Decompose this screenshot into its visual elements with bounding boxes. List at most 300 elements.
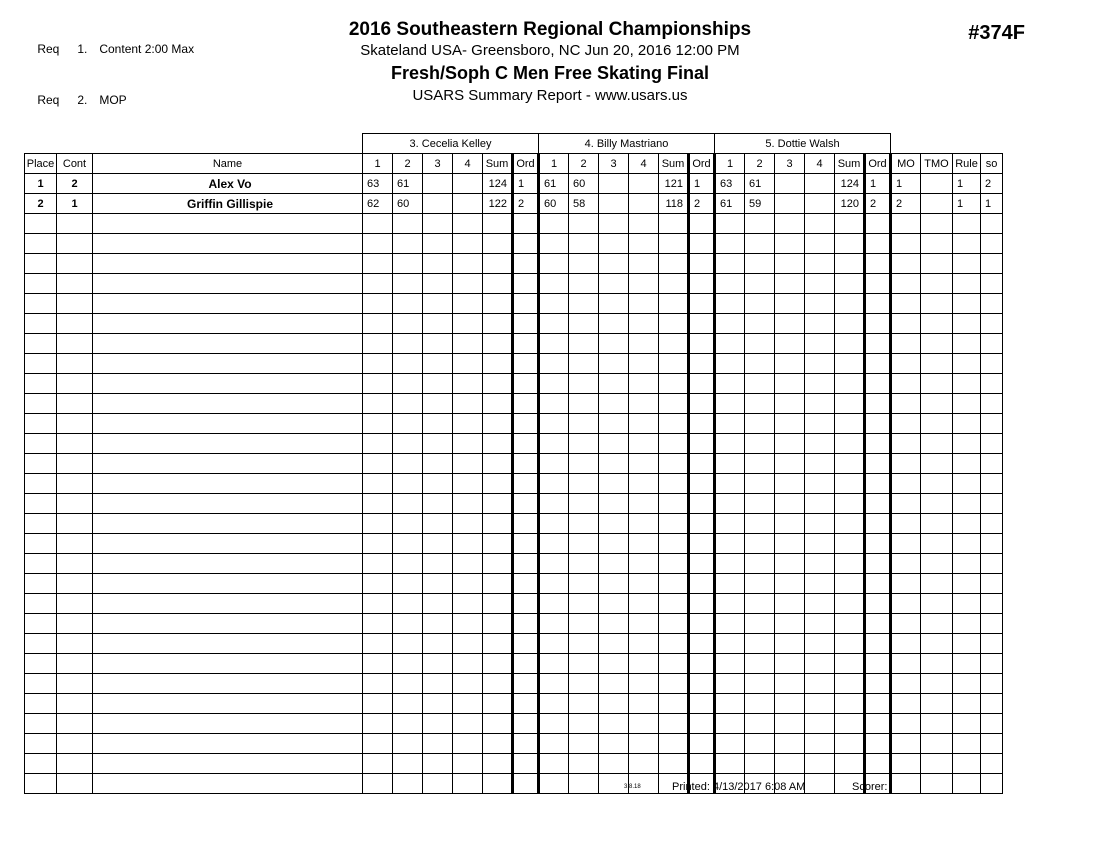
cell-empty [953,254,981,274]
cell-empty [805,594,835,614]
cell-empty [93,614,363,634]
cell-j2-mark-3 [599,194,629,214]
spacer-cell [57,134,93,154]
cell-empty [715,594,745,614]
cell-empty [629,334,659,354]
cell-empty [689,574,715,594]
cell-empty [805,614,835,634]
cell-j3-mark-3 [775,194,805,214]
cell-empty [513,374,539,394]
header-j3-mark-1: 1 [715,154,745,174]
cell-empty [539,474,569,494]
scorer-label: Scorer: [852,781,888,793]
cell-empty [629,214,659,234]
cell-empty [423,294,453,314]
cell-empty [629,514,659,534]
cell-empty [891,714,921,734]
cell-j3-ord: 2 [865,194,891,214]
cell-empty [57,214,93,234]
header-j2-ord: Ord [689,154,715,174]
cell-empty [921,754,953,774]
cell-empty [25,494,57,514]
cell-empty [569,354,599,374]
cell-empty [865,314,891,334]
cell-empty [25,474,57,494]
cell-empty [483,354,513,374]
cell-empty [57,274,93,294]
report-header [0,18,1100,107]
cell-empty [363,354,393,374]
cell-empty [745,634,775,654]
cell-empty [25,714,57,734]
cell-empty [599,594,629,614]
cell-empty [865,294,891,314]
table-row-empty [25,234,1003,254]
cell-empty [513,534,539,554]
cell-empty [393,274,423,294]
cell-empty [891,574,921,594]
table-row-empty [25,454,1003,474]
cell-empty [513,334,539,354]
cell-empty [775,474,805,494]
cell-empty [921,314,953,334]
header-j2-mark-1: 1 [539,154,569,174]
cell-empty [921,434,953,454]
cell-empty [25,594,57,614]
cell-empty [423,254,453,274]
cell-empty [865,434,891,454]
cell-empty [981,554,1003,574]
cell-empty [599,574,629,594]
cell-empty [953,434,981,454]
cell-empty [921,294,953,314]
cell-empty [835,454,865,474]
cell-empty [745,374,775,394]
cell-empty [745,294,775,314]
cell-empty [835,234,865,254]
table-row [25,194,1003,214]
cell-j1-mark-3 [423,194,453,214]
cell-empty [715,634,745,654]
cell-empty [891,314,921,334]
cell-empty [539,694,569,714]
cell-empty [865,354,891,374]
cell-empty [865,754,891,774]
cell-empty [981,774,1003,794]
cell-empty [363,734,393,754]
cell-empty [921,234,953,254]
cell-empty [423,474,453,494]
cell-empty [745,534,775,554]
cell-empty [865,214,891,234]
header-mo: MO [891,154,921,174]
cell-empty [453,754,483,774]
cell-empty [57,534,93,554]
cell-j2-mark-4 [629,174,659,194]
table-row-empty [25,254,1003,274]
cell-empty [25,734,57,754]
cell-empty [569,214,599,234]
cell-empty [393,534,423,554]
cell-empty [599,434,629,454]
cell-empty [953,314,981,334]
cell-empty [891,254,921,274]
cell-empty [891,454,921,474]
cell-empty [423,534,453,554]
cell-empty [453,674,483,694]
cell-empty [953,674,981,694]
cell-empty [25,514,57,534]
cell-empty [93,774,363,794]
header-j2-mark-4: 4 [629,154,659,174]
cell-j1-mark-2: 60 [393,194,423,214]
cell-empty [57,594,93,614]
cell-empty [453,514,483,534]
header-j2-mark-2: 2 [569,154,599,174]
cell-empty [393,714,423,734]
cell-empty [539,334,569,354]
cell-empty [483,314,513,334]
cell-empty [483,714,513,734]
cell-empty [745,514,775,534]
cell-empty [921,494,953,514]
cell-empty [921,594,953,614]
requirement-text: Content 2:00 Max [99,42,195,56]
cell-empty [629,494,659,514]
table-row-empty [25,674,1003,694]
cell-empty [629,314,659,334]
cell-empty [981,214,1003,234]
table-row-empty [25,214,1003,234]
cell-empty [745,394,775,414]
cell-empty [835,474,865,494]
table-row-empty [25,434,1003,454]
cell-empty [745,554,775,574]
cell-empty [363,494,393,514]
cell-empty [599,694,629,714]
cell-empty [423,734,453,754]
table-row-empty [25,474,1003,494]
cell-empty [835,634,865,654]
cell-empty [715,354,745,374]
header-j1-mark-3: 3 [423,154,453,174]
cell-empty [393,654,423,674]
cell-empty [57,654,93,674]
cell-empty [483,334,513,354]
cell-empty [659,614,689,634]
cell-j1-sum: 122 [483,194,513,214]
table-row-empty [25,334,1003,354]
cell-empty [599,514,629,534]
cell-empty [891,234,921,254]
cell-empty [423,554,453,574]
cell-empty [599,274,629,294]
header-j3-mark-2: 2 [745,154,775,174]
cell-empty [423,274,453,294]
cell-empty [629,454,659,474]
cell-empty [805,534,835,554]
cell-empty [953,574,981,594]
cell-empty [715,454,745,474]
cell-empty [93,734,363,754]
cell-empty [805,394,835,414]
cell-empty [689,254,715,274]
cell-empty [775,734,805,754]
cell-empty [891,734,921,754]
cell-empty [423,494,453,514]
cell-empty [539,314,569,334]
cell-j2-mark-2: 58 [569,194,599,214]
cell-empty [689,394,715,414]
cell-empty [25,774,57,794]
cell-empty [629,274,659,294]
cell-empty [629,414,659,434]
cell-empty [539,614,569,634]
cell-empty [865,474,891,494]
cell-empty [483,394,513,414]
cell-empty [539,714,569,734]
cell-empty [921,734,953,754]
table-row [25,174,1003,194]
cell-empty [629,674,659,694]
cell-empty [423,694,453,714]
header-name: Name [93,154,363,174]
cell-empty [629,574,659,594]
report-subtitle: USARS Summary Report - www.usars.us [412,87,688,104]
cell-empty [891,374,921,394]
cell-empty [953,654,981,674]
cell-empty [745,614,775,634]
cell-empty [57,434,93,454]
cell-empty [891,214,921,234]
cell-empty [629,374,659,394]
cell-empty [715,254,745,274]
table-row-empty [25,754,1003,774]
cell-empty [689,454,715,474]
cell-empty [483,474,513,494]
cell-empty [483,274,513,294]
header-j1-mark-2: 2 [393,154,423,174]
cell-empty [715,534,745,554]
cell-empty [599,554,629,574]
cell-empty [453,454,483,474]
cell-empty [57,574,93,594]
cell-empty [865,574,891,594]
cell-j2-mark-4 [629,194,659,214]
cell-empty [363,534,393,554]
cell-empty [57,754,93,774]
cell-empty [483,554,513,574]
cell-empty [981,714,1003,734]
cell-empty [453,214,483,234]
cell-empty [805,254,835,274]
cell-empty [659,434,689,454]
table-row-empty [25,274,1003,294]
cell-empty [715,314,745,334]
cell-empty [835,714,865,734]
cell-empty [25,214,57,234]
cell-empty [629,594,659,614]
cell-empty [865,614,891,634]
cell-j1-mark-1: 62 [363,194,393,214]
cell-empty [539,494,569,514]
cell-empty [513,774,539,794]
cell-empty [835,314,865,334]
cell-empty [689,734,715,754]
cell-empty [93,514,363,534]
cell-empty [423,334,453,354]
header-j3-sum: Sum [835,154,865,174]
cell-empty [539,734,569,754]
cell-empty [629,714,659,734]
cell-empty [393,774,423,794]
cell-empty [453,534,483,554]
cell-empty [865,594,891,614]
cell-j2-mark-3 [599,174,629,194]
cell-empty [483,254,513,274]
cell-empty [569,554,599,574]
cell-empty [513,274,539,294]
cell-empty [363,414,393,434]
cell-empty [57,334,93,354]
cell-empty [629,254,659,274]
cell-j2-ord: 1 [689,174,715,194]
cell-empty [981,434,1003,454]
cell-empty [453,314,483,334]
cell-empty [891,354,921,374]
cell-empty [513,354,539,374]
cell-empty [865,394,891,414]
cell-empty [659,554,689,574]
cell-empty [689,494,715,514]
cell-empty [539,254,569,274]
cell-empty [835,594,865,614]
cell-empty [689,414,715,434]
cell-empty [599,334,629,354]
cell-empty [805,774,835,794]
cell-place: 1 [25,174,57,194]
cell-empty [599,414,629,434]
cell-empty [689,314,715,334]
header-j1-ord: Ord [513,154,539,174]
cell-empty [891,594,921,614]
cell-empty [981,314,1003,334]
cell-empty [483,534,513,554]
cell-empty [453,394,483,414]
cell-empty [393,454,423,474]
cell-empty [659,694,689,714]
cell-empty [393,734,423,754]
cell-empty [745,594,775,614]
cell-empty [775,354,805,374]
cell-empty [393,294,423,314]
cell-empty [57,454,93,474]
judge-header-1: 3. Cecelia Kelley [363,134,539,154]
spacer-cell [981,134,1003,154]
cell-empty [25,294,57,314]
cell-empty [981,734,1003,754]
cell-empty [715,734,745,754]
cell-empty [93,354,363,374]
competition-title: 2016 Southeastern Regional Championships [348,19,752,40]
cell-empty [689,534,715,554]
cell-empty [513,714,539,734]
cell-empty [599,214,629,234]
cell-empty [513,494,539,514]
cell-empty [835,394,865,414]
cell-empty [629,294,659,314]
cell-empty [393,234,423,254]
cell-j2-ord: 2 [689,194,715,214]
cell-empty [805,474,835,494]
cell-empty [453,254,483,274]
cell-empty [953,474,981,494]
cell-empty [659,534,689,554]
cell-empty [423,454,453,474]
cell-empty [423,314,453,334]
cell-empty [569,594,599,614]
cell-empty [659,594,689,614]
judge-header-2: 4. Billy Mastriano [539,134,715,154]
cell-empty [483,694,513,714]
cell-empty [25,694,57,714]
cell-empty [483,654,513,674]
cell-j1-ord: 2 [513,194,539,214]
cell-empty [805,714,835,734]
cell-empty [57,634,93,654]
cell-cont: 1 [57,194,93,214]
cell-empty [745,334,775,354]
cell-empty [715,274,745,294]
cell-empty [393,334,423,354]
cell-empty [57,354,93,374]
cell-empty [539,294,569,314]
cell-empty [453,714,483,734]
cell-mo: 1 [891,174,921,194]
cell-empty [745,574,775,594]
cell-empty [57,554,93,574]
cell-empty [423,374,453,394]
cell-empty [629,534,659,554]
cell-empty [483,754,513,774]
cell-empty [659,674,689,694]
cell-empty [393,354,423,374]
cell-empty [835,574,865,594]
cell-empty [25,614,57,634]
cell-empty [453,234,483,254]
cell-empty [599,614,629,634]
cell-empty [921,714,953,734]
cell-empty [93,554,363,574]
cell-empty [629,634,659,654]
cell-empty [453,734,483,754]
event-code: #374F [968,22,1025,44]
cell-empty [921,674,953,694]
cell-empty [453,334,483,354]
cell-empty [715,514,745,534]
cell-empty [513,474,539,494]
cell-empty [805,374,835,394]
cell-empty [981,334,1003,354]
cell-empty [423,654,453,674]
cell-empty [835,614,865,634]
cell-empty [921,534,953,554]
cell-empty [659,734,689,754]
cell-j3-mark-4 [805,194,835,214]
cell-empty [599,654,629,674]
table-row-empty [25,734,1003,754]
cell-empty [539,654,569,674]
